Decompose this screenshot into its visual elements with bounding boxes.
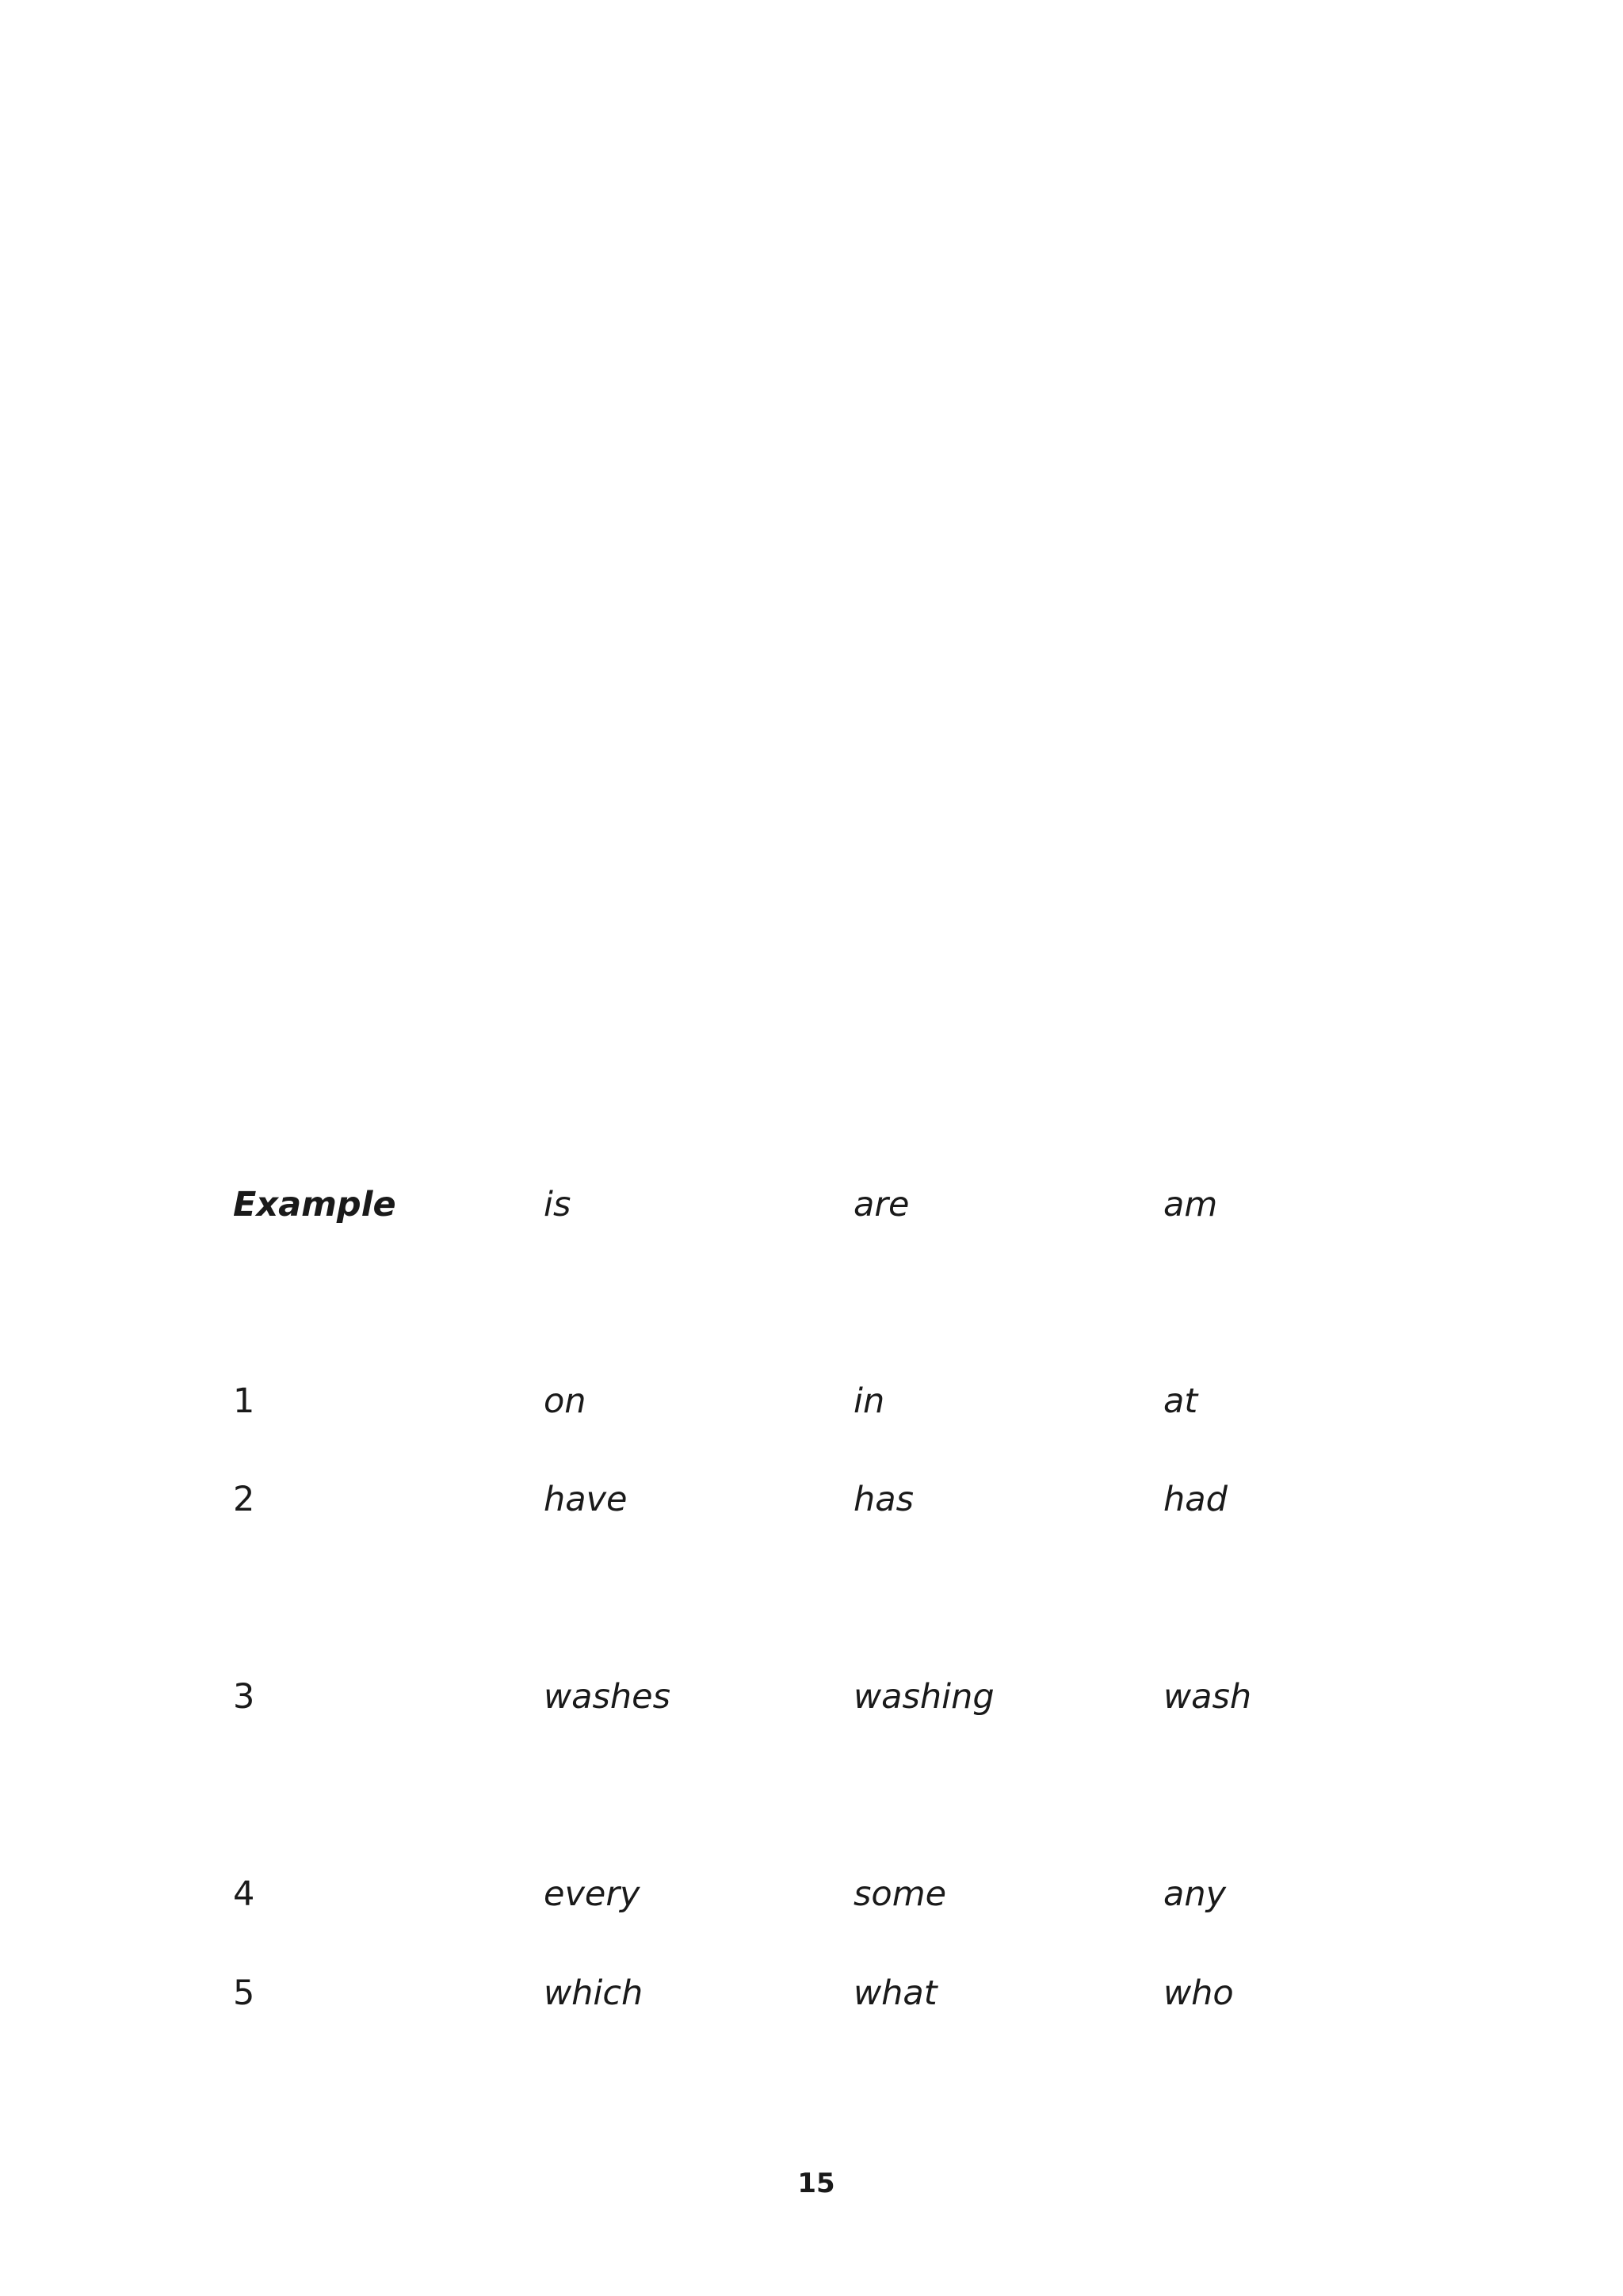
word-option-2: some xyxy=(854,1874,947,1914)
word-option-3: had xyxy=(1163,1480,1228,1519)
example-word-3: am xyxy=(1163,1185,1218,1224)
question-row-2 xyxy=(0,1476,1623,1523)
word-option-3: wash xyxy=(1163,1677,1252,1717)
question-row-1 xyxy=(0,1377,1623,1425)
word-option-1: washes xyxy=(544,1677,671,1717)
question-number: 5 xyxy=(233,1973,255,2013)
word-option-2: has xyxy=(854,1480,915,1519)
word-option-2: in xyxy=(854,1381,885,1421)
word-option-1: which xyxy=(544,1973,643,2013)
example-word-2: are xyxy=(854,1185,910,1224)
page-number: 15 xyxy=(797,2168,835,2199)
word-option-2: washing xyxy=(854,1677,995,1717)
question-number: 4 xyxy=(233,1874,255,1914)
question-row-4 xyxy=(0,1870,1623,1918)
word-option-2: what xyxy=(854,1973,938,2013)
question-row-5 xyxy=(0,1969,1623,2017)
question-number: 1 xyxy=(233,1381,255,1421)
word-option-1: every xyxy=(544,1874,640,1914)
question-row-3 xyxy=(0,1673,1623,1721)
word-option-3: any xyxy=(1163,1874,1227,1914)
example-row xyxy=(0,1181,1623,1228)
word-option-1: have xyxy=(544,1480,628,1519)
example-label: Example xyxy=(233,1185,396,1224)
question-number: 3 xyxy=(233,1677,255,1717)
word-option-3: at xyxy=(1163,1381,1198,1421)
word-option-3: who xyxy=(1163,1973,1234,2013)
question-number: 2 xyxy=(233,1480,255,1519)
word-option-1: on xyxy=(544,1381,586,1421)
example-word-1: is xyxy=(544,1185,571,1224)
